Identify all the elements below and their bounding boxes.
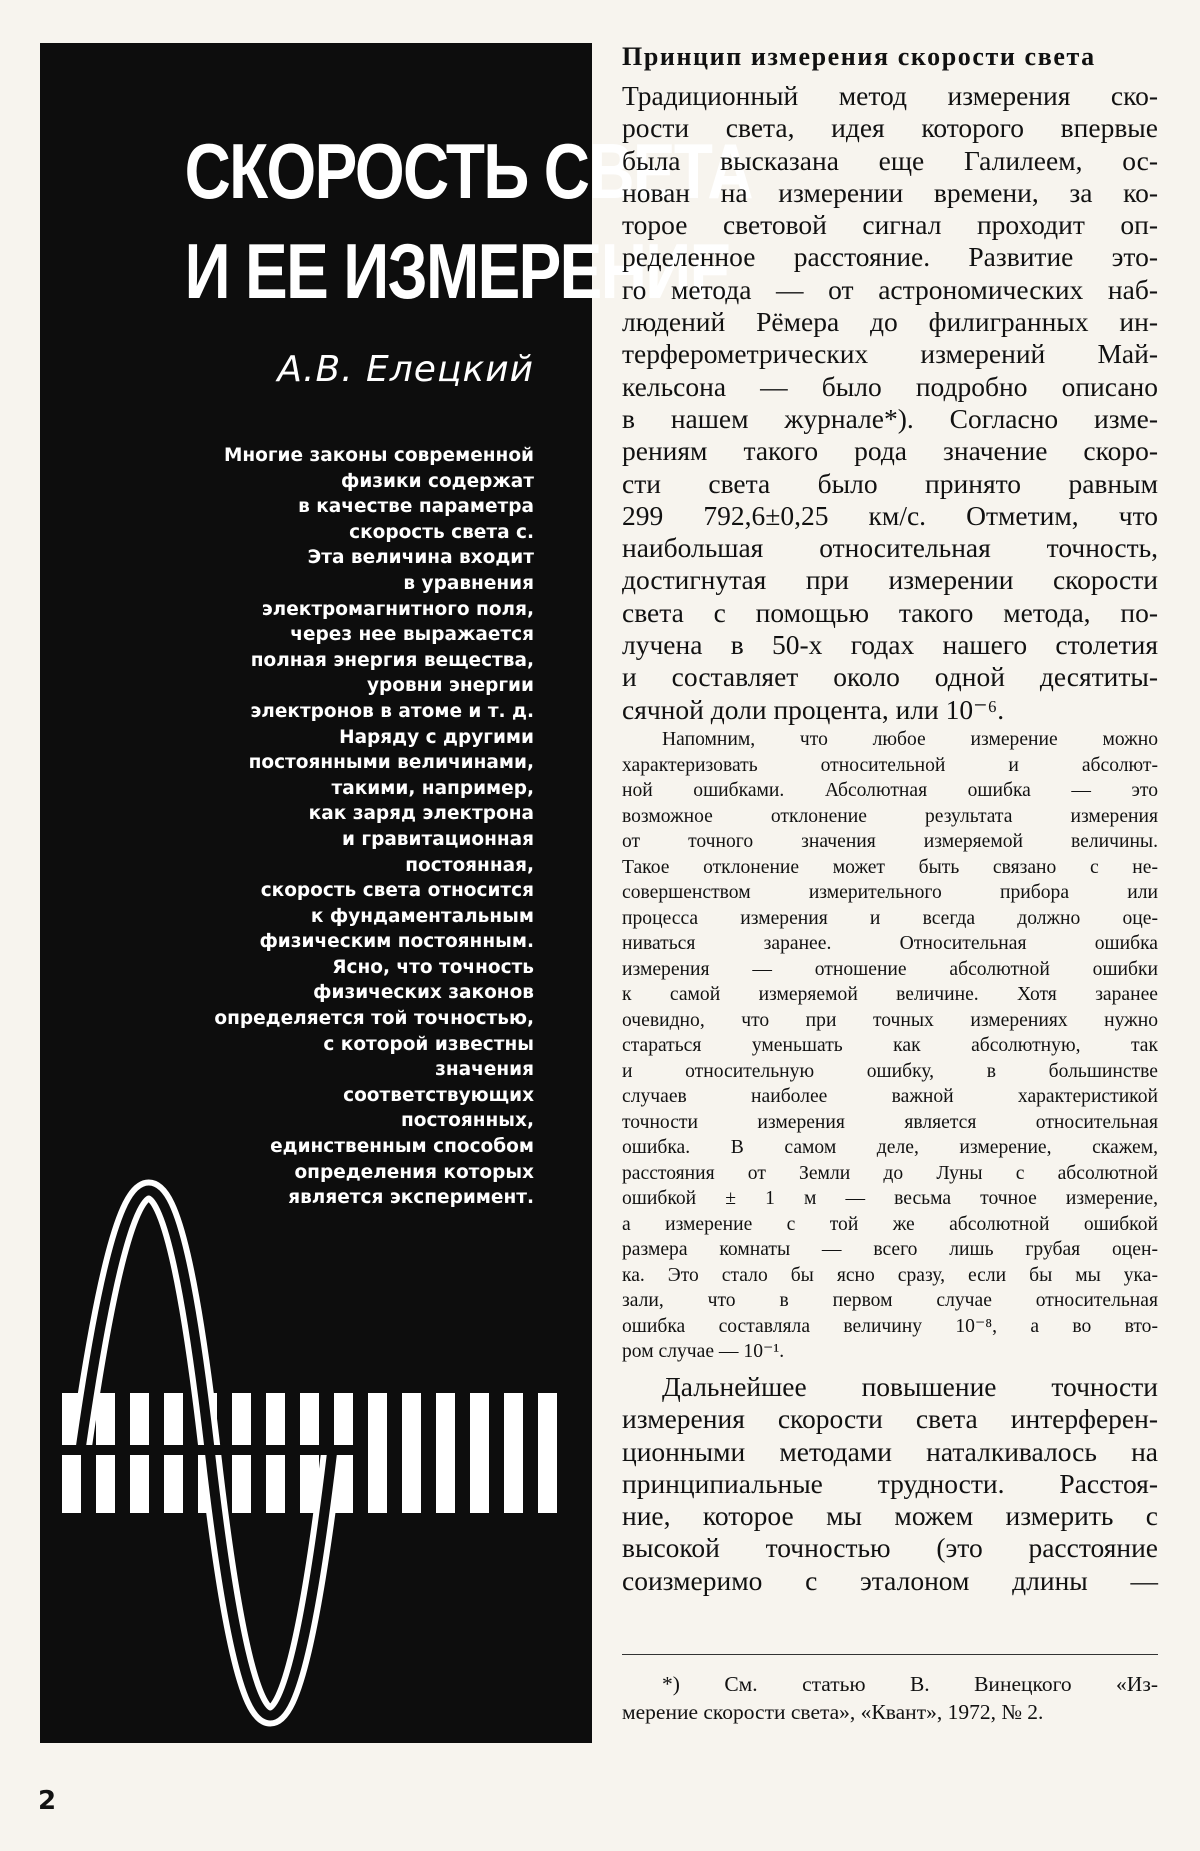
page-number: 2 <box>38 1786 57 1816</box>
text-line: принципиальные трудности. Расстоя- <box>622 1467 1158 1499</box>
intro-line: постоянная, <box>405 854 534 876</box>
text-line: ошибка составляла величину 10⁻⁸, а во вто- <box>622 1315 1158 1337</box>
text-line: кельсона — было подробно описано <box>622 370 1158 402</box>
text-line: точности измерения является относительная <box>622 1111 1158 1133</box>
intro-line: электромагнитного поля, <box>261 598 534 620</box>
text-line: возможное отклонение результата измерения <box>622 805 1158 827</box>
intro-line: электронов в атоме и т. д. <box>250 700 534 722</box>
text-line: была высказана еще Галилеем, ос- <box>622 144 1158 176</box>
intro-line: в уравнения <box>403 572 534 594</box>
intro-line: и гравитационная <box>342 828 534 850</box>
text-line: ной ошибками. Абсолютная ошибка — это <box>622 780 1158 801</box>
text-line: соизмеримо с эталоном длины — <box>622 1564 1158 1596</box>
intro-line: в качестве параметра <box>298 496 534 518</box>
article-title <box>100 121 752 321</box>
author-name: А.В. Елецкий <box>277 349 534 390</box>
text-line: в нашем журнале*). Согласно изме- <box>622 402 1158 434</box>
title-line-2: И ЕЕ ИЗМЕРЕНИЕ <box>184 227 731 315</box>
intro-text <box>114 443 534 1211</box>
text-line: измерения — отношение абсолютной ошибки <box>622 958 1158 980</box>
text-line: сячной доли процента, или 10⁻⁶. <box>622 693 1005 725</box>
text-line: ром случае — 10⁻¹. <box>622 1341 785 1362</box>
text-line: ределенное расстояние. Развитие это- <box>622 241 1158 273</box>
intro-line: Наряду с другими <box>339 726 534 748</box>
text-line: к самой измеряемой величине. Хотя заранее <box>622 984 1158 1005</box>
text-line: случаев наиболее важной характеристикой <box>622 1086 1158 1107</box>
intro-line: Многие законы современной <box>223 445 534 466</box>
title-line-1: СКОРОСТЬ СВЕТА <box>184 127 752 215</box>
intro-line: через нее выражается <box>290 624 534 646</box>
intro-line: соответствующих <box>343 1084 534 1106</box>
text-line: наибольшая относительная точность, <box>622 532 1158 564</box>
footnote-line: *) См. статью В. Винецкого «Из- <box>662 1672 1158 1696</box>
text-line: торое световой сигнал проходит оп- <box>622 209 1158 241</box>
intro-line: уровни энергии <box>366 675 534 697</box>
intro-line: физики содержат <box>340 470 534 492</box>
text-line: лучена в 50-х годах нашего столетия <box>622 629 1158 661</box>
footnote-line: мерение скорости света», «Квант», 1972, № 2. <box>622 1700 1044 1724</box>
text-line: рениям такого рода значение скоро- <box>622 435 1158 467</box>
text-line: процесса измерения и всегда должно оце- <box>622 907 1158 929</box>
text-line: Традиционный метод измерения ско- <box>622 80 1158 111</box>
intro-line: Эта величина входит <box>307 547 534 569</box>
text-line: света с помощью такого метода, по- <box>622 596 1158 628</box>
intro-line: физическим постоянным. <box>259 931 534 953</box>
text-line: очевидно, что при точных измерениях нужно <box>622 1009 1158 1031</box>
text-line: рости света, идея которого впервые <box>622 112 1158 144</box>
intro-line: значения <box>435 1059 534 1081</box>
text-line: ционными методами наталкивалось на <box>622 1435 1158 1467</box>
text-line: высокой точностью (это расстояние <box>622 1532 1158 1564</box>
paragraph-2-smallprint <box>622 727 1158 1365</box>
section-heading: Принцип измерения скорости света <box>622 42 1096 71</box>
text-line: размера комнаты — всего лишь грубая оцен- <box>622 1239 1158 1260</box>
text-line: го метода — от астрономических наб- <box>622 273 1158 305</box>
intro-line: постоянных, <box>400 1110 534 1132</box>
text-line: ние, которое мы можем измерить с <box>622 1500 1158 1532</box>
text-line: Дальнейшее повышение точности <box>662 1371 1158 1402</box>
footnote <box>622 1670 1158 1726</box>
text-line: 299 792,6±0,25 км/с. Отметим, что <box>622 499 1158 531</box>
text-line: зали, что в первом случае относительная <box>622 1290 1158 1311</box>
text-line: от точного значения измеряемой величины. <box>622 831 1158 852</box>
text-line: совершенством измерительного прибора или <box>622 882 1158 903</box>
wave-axis <box>62 1445 362 1455</box>
intro-line: такими, например, <box>331 777 534 799</box>
text-line: Напомним, что любое измерение можно <box>662 729 1158 750</box>
text-line: сти света было принято равным <box>622 467 1158 499</box>
text-line: ниваться заранее. Относительная ошибка <box>622 933 1158 954</box>
text-line: нован на измерении времени, за ко- <box>622 176 1158 208</box>
text-line: ошибка. В самом деле, измерение, скажем, <box>622 1137 1158 1158</box>
intro-line: скорость света с. <box>349 521 534 543</box>
text-line: ошибкой ± 1 м — весьма точное измерение, <box>622 1188 1158 1209</box>
intro-line: к фундаментальным <box>310 905 534 927</box>
text-line: и составляет около одной десятиты- <box>622 661 1158 693</box>
text-line: измерения скорости света интерферен- <box>622 1403 1158 1435</box>
text-line: и относительную ошибку, в большинстве <box>622 1060 1158 1082</box>
intro-line: как заряд электрона <box>308 803 534 825</box>
intro-line: определяется той точностью, <box>214 1008 534 1030</box>
text-line: а измерение с той же абсолютной ошибкой <box>622 1213 1158 1235</box>
intro-line: единственным способом <box>270 1136 534 1158</box>
text-line: терферометрических измерений Май- <box>622 338 1158 370</box>
intro-line: полная энергия вещества, <box>250 649 534 671</box>
text-line: стараться уменьшать как абсолютную, так <box>622 1035 1158 1056</box>
intro-line: определения которых <box>294 1161 534 1183</box>
footnote-divider <box>622 1654 1158 1655</box>
intro-line: с которой известны <box>323 1033 534 1055</box>
intro-line: физических законов <box>313 982 534 1004</box>
paragraph-1 <box>622 80 1158 726</box>
text-line: людений Рёмера до филигранных ин- <box>622 306 1158 338</box>
intro-line: постоянными величинами, <box>248 752 534 774</box>
text-line: ка. Это стало бы ясно сразу, если бы мы ука- <box>622 1264 1158 1286</box>
intro-line: является эксперимент. <box>288 1187 534 1209</box>
intro-line: скорость света относится <box>260 880 534 902</box>
text-line: расстояния от Земли до Луны с абсолютной <box>622 1162 1158 1184</box>
text-line: Такое отклонение может быть связано с не- <box>622 856 1158 878</box>
wave-grating-illustration <box>40 1163 592 1743</box>
text-line: характеризовать относительной и абсолют- <box>622 754 1158 776</box>
paragraph-3 <box>622 1371 1158 1597</box>
intro-line: Ясно, что точность <box>332 956 534 978</box>
text-line: достигнутая при измерении скорости <box>622 564 1158 596</box>
